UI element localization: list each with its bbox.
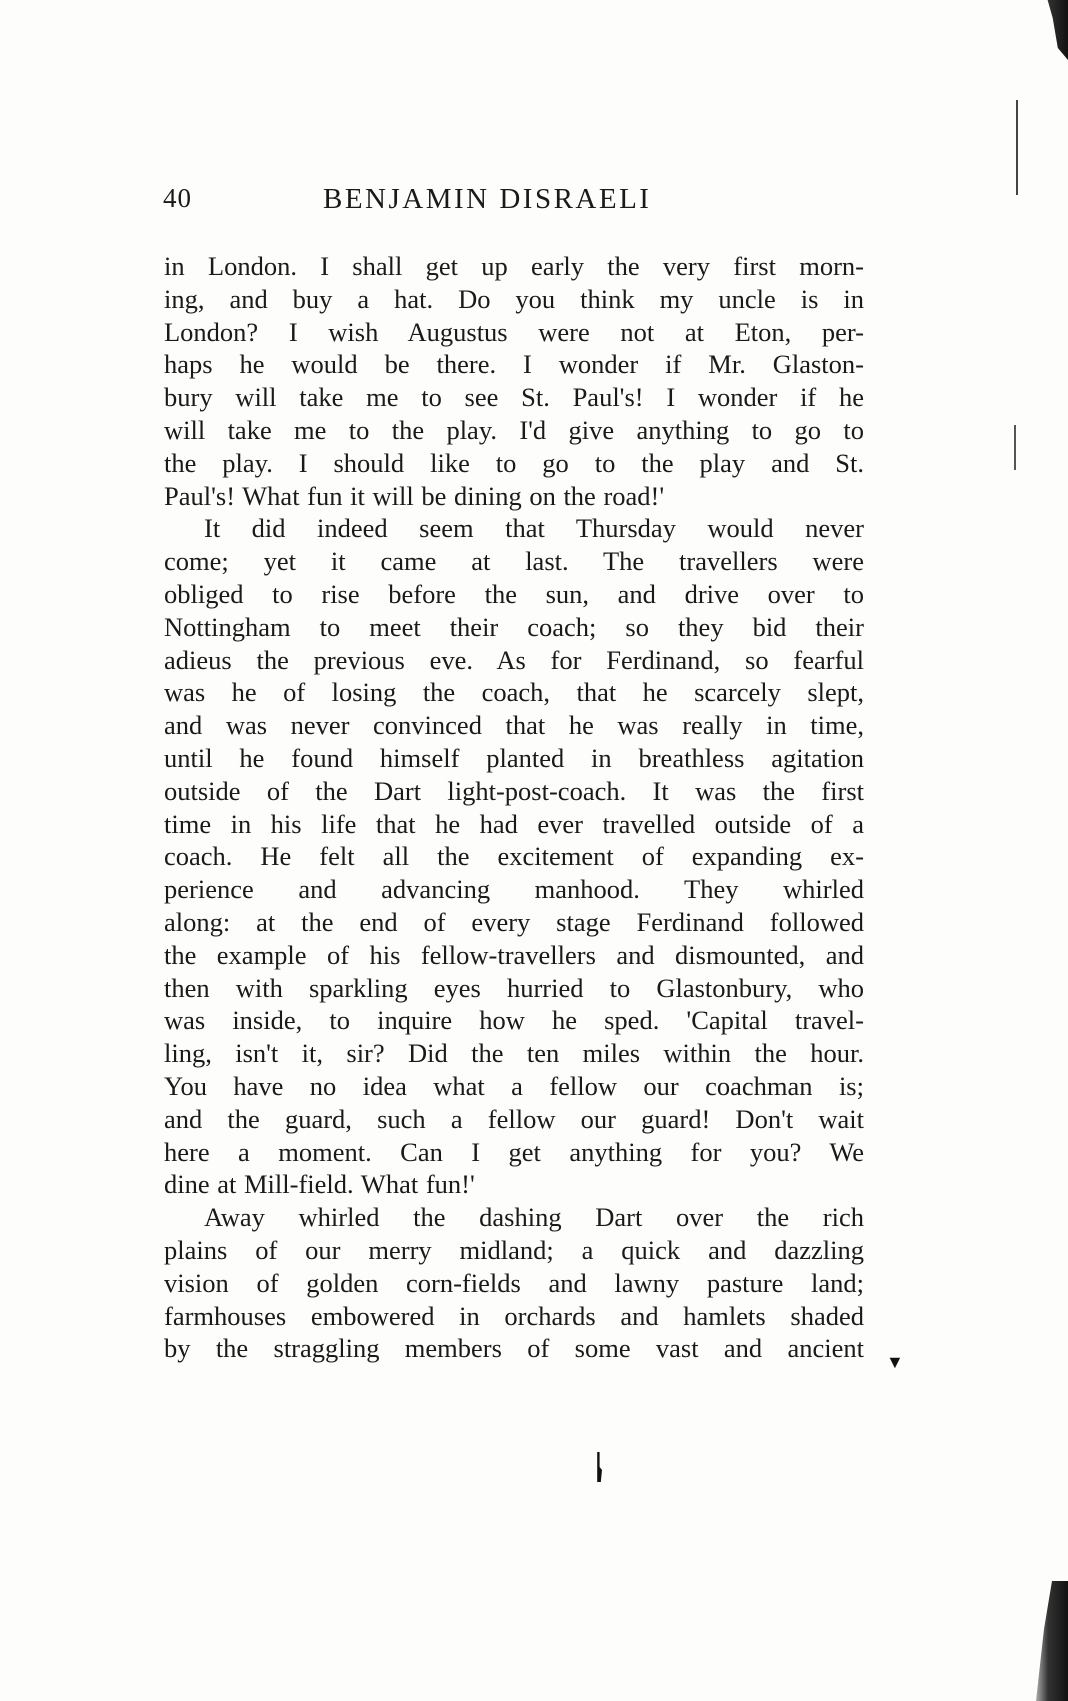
text-line: by the straggling members of some vast and ancient (164, 1333, 864, 1364)
text-line: the play. I should like to go to the play and St. (164, 447, 864, 478)
text-line: London? I wish Augustus were not at Eton, per- (164, 316, 864, 347)
text-line: the example of his fellow-travellers and dismounted, and (164, 939, 864, 970)
text-line: ing, and buy a hat. Do you think my uncle is in (164, 283, 864, 314)
ink-blot-mark (596, 1452, 602, 1482)
text-line: obliged to rise before the sun, and drive over to (164, 578, 864, 609)
text-line: outside of the Dart light-post-coach. It was the first (164, 775, 864, 806)
text-line: haps he would be there. I wonder if Mr. Glaston- (164, 349, 864, 380)
text-line: farmhouses embowered in orchards and hamlets shaded (164, 1300, 864, 1331)
text-line: will take me to the play. I'd give anything to go to (164, 414, 864, 445)
text-line: Nottingham to meet their coach; so they bid their (164, 611, 864, 642)
ink-mark-icon: ▼ (886, 1352, 904, 1372)
text-line: dine at Mill-field. What fun!' (164, 1169, 475, 1200)
scan-edge-shadow-top (1034, 0, 1068, 60)
text-line: come; yet it came at last. The travellers were (164, 546, 864, 577)
page-number: 40 (163, 183, 192, 213)
scan-edge-shadow-bottom (1028, 1581, 1068, 1701)
text-line: coach. He felt all the excitement of expanding ex- (164, 841, 864, 872)
text-line: ling, isn't it, sir? Did the ten miles within the hour. (164, 1038, 864, 1069)
text-line: vision of golden corn-fields and lawny pasture land; (164, 1267, 864, 1298)
page-header (163, 183, 863, 223)
text-line: Paul's! What fun it will be dining on the road!' (164, 480, 665, 511)
text-line: and was never convinced that he was really in time, (164, 710, 864, 741)
text-line: and the guard, such a fellow our guard! Don't wait (164, 1103, 864, 1134)
text-line: perience and advancing manhood. They whirled (164, 874, 864, 905)
text-line: You have no idea what a fellow our coachman is; (164, 1070, 864, 1101)
paragraph-start-line: Away whirled the dashing Dart over the rich (204, 1202, 864, 1233)
paragraph-start-line: It did indeed seem that Thursday would never (204, 513, 864, 544)
text-line: then with sparkling eyes hurried to Glastonbury, who (164, 972, 864, 1003)
text-line: time in his life that he had ever travelled outside of a (164, 808, 864, 839)
text-line: in London. I shall get up early the very first morn- (164, 251, 864, 281)
running-head: BENJAMIN DISRAELI (323, 183, 652, 215)
body-text (164, 250, 864, 1365)
text-line: plains of our merry midland; a quick and dazzling (164, 1234, 864, 1265)
scan-edge-line (1016, 100, 1018, 195)
text-line: was inside, to inquire how he sped. 'Capital travel- (164, 1005, 864, 1036)
text-line: adieus the previous eve. As for Ferdinand, so fearful (164, 644, 864, 675)
text-line: was he of losing the coach, that he scarcely slept, (164, 677, 864, 708)
text-line: until he found himself planted in breathless agitation (164, 742, 864, 773)
text-line: bury will take me to see St. Paul's! I wonder if he (164, 382, 864, 413)
text-line: here a moment. Can I get anything for you? We (164, 1136, 864, 1167)
scan-edge-line (1014, 425, 1016, 470)
text-line: along: at the end of every stage Ferdinand followed (164, 906, 864, 937)
